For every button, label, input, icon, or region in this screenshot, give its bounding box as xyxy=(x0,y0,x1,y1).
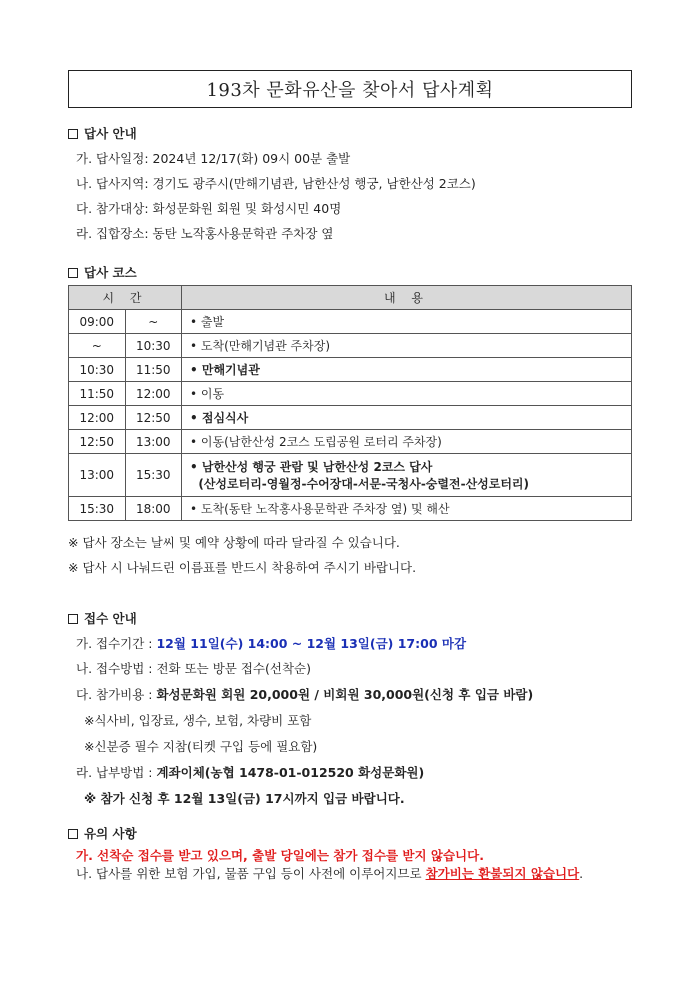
row-start: 13:00 xyxy=(69,454,126,497)
table-row xyxy=(69,358,632,382)
row-start: 12:00 xyxy=(69,406,126,430)
row-end: 11:50 xyxy=(125,358,182,382)
caution-item-1: 가. 선착순 접수를 받고 있으며, 출발 당일에는 참가 접수를 받지 않습니다. xyxy=(76,848,484,863)
table-row xyxy=(69,382,632,406)
row-end: 18:00 xyxy=(125,497,182,521)
section-caution-heading: 유의 사항 xyxy=(68,824,137,842)
row-end: 10:30 xyxy=(125,334,182,358)
row-end: 12:50 xyxy=(125,406,182,430)
register-payment-note: ※ 참가 신청 후 12월 13일(금) 17시까지 입금 바랍니다. xyxy=(84,791,405,806)
row-start: ~ xyxy=(69,334,126,358)
row-start: 11:50 xyxy=(69,382,126,406)
register-payment: 라. 납부방법 : 계좌이체(농협 1478-01-012520 화성문화원) xyxy=(76,765,425,780)
row-start: 15:30 xyxy=(69,497,126,521)
row-content: • 이동 xyxy=(182,382,632,406)
section-register-heading: 접수 안내 xyxy=(68,609,137,627)
route-detail: (산성로터리-영월정-수어장대-서문-국청사-숭렬전-산성로터리) xyxy=(198,477,530,491)
section-guide-heading: 답사 안내 xyxy=(68,124,137,142)
row-content: • 도착(동탄 노작홍사용문학관 주차장 옆) 및 해산 xyxy=(182,497,632,521)
table-row xyxy=(69,310,632,334)
row-start: 12:50 xyxy=(69,430,126,454)
page-title: 193차 문화유산을 찾아서 답사계획 xyxy=(68,70,632,108)
row-end: ~ xyxy=(125,310,182,334)
course-table xyxy=(68,285,632,521)
row-start: 10:30 xyxy=(69,358,126,382)
row-start: 09:00 xyxy=(69,310,126,334)
register-method: 나. 접수방법 : 전화 또는 방문 접수(선착순) xyxy=(76,661,311,676)
row-content: • 도착(만해기념관 주차장) xyxy=(182,334,632,358)
course-note: ※ 답사 시 나눠드린 이름표를 반드시 착용하여 주시기 바랍니다. xyxy=(68,560,417,575)
header-content: 내 용 xyxy=(182,286,632,310)
row-content: • 출발 xyxy=(182,310,632,334)
guide-item-schedule: 가. 답사일정: 2024년 12/17(화) 09시 00분 출발 xyxy=(76,151,351,166)
register-fee: 다. 참가비용 : 화성문화원 회원 20,000원 / 비회원 30,000원(신청 후 입금 바람) xyxy=(76,687,534,702)
register-fee-note: ※식사비, 입장료, 생수, 보험, 차량비 포함 xyxy=(84,713,312,728)
table-row xyxy=(69,497,632,521)
checkbox-icon xyxy=(68,829,78,839)
guide-item-place: 라. 집합장소: 동탄 노작홍사용문학관 주차장 옆 xyxy=(76,226,334,241)
table-row xyxy=(69,430,632,454)
checkbox-icon xyxy=(68,129,78,139)
row-end: 12:00 xyxy=(125,382,182,406)
row-content: • 점심식사 xyxy=(182,406,632,430)
checkbox-icon xyxy=(68,614,78,624)
row-end: 15:30 xyxy=(125,454,182,497)
guide-item-region: 나. 답사지역: 경기도 광주시(만해기념관, 남한산성 행궁, 남한산성 2코스) xyxy=(76,176,476,191)
guide-item-target: 다. 참가대상: 화성문화원 회원 및 화성시민 40명 xyxy=(76,201,342,216)
register-id-note: ※신분증 필수 지참(티켓 구입 등에 필요함) xyxy=(84,739,318,754)
row-content: • 만해기념관 xyxy=(182,358,632,382)
register-period: 가. 접수기간 : 12월 11일(수) 14:00 ~ 12월 13일(금) 17:00 마감 xyxy=(76,636,467,651)
table-row xyxy=(69,334,632,358)
table-row xyxy=(69,406,632,430)
caution-item-2: 나. 답사를 위한 보험 가입, 물품 구입 등이 사전에 이루어지므로 참가비는 환불되지 않습니다. xyxy=(76,866,584,881)
row-content: • 남한산성 행궁 관람 및 남한산성 2코스 답사 (산성로터리-영월정-수어장대-서문-국청사-숭렬전-산성로터리) xyxy=(182,454,632,497)
course-note: ※ 답사 장소는 날씨 및 예약 상황에 따라 달라질 수 있습니다. xyxy=(68,535,400,550)
row-content: • 이동(남한산성 2코스 도립공원 로터리 주차장) xyxy=(182,430,632,454)
section-course-heading: 답사 코스 xyxy=(68,263,137,281)
row-end: 13:00 xyxy=(125,430,182,454)
checkbox-icon xyxy=(68,268,78,278)
refund-warning: 참가비는 환불되지 않습니다 xyxy=(425,866,580,881)
header-time: 시 간 xyxy=(69,286,182,310)
table-row xyxy=(69,454,632,497)
